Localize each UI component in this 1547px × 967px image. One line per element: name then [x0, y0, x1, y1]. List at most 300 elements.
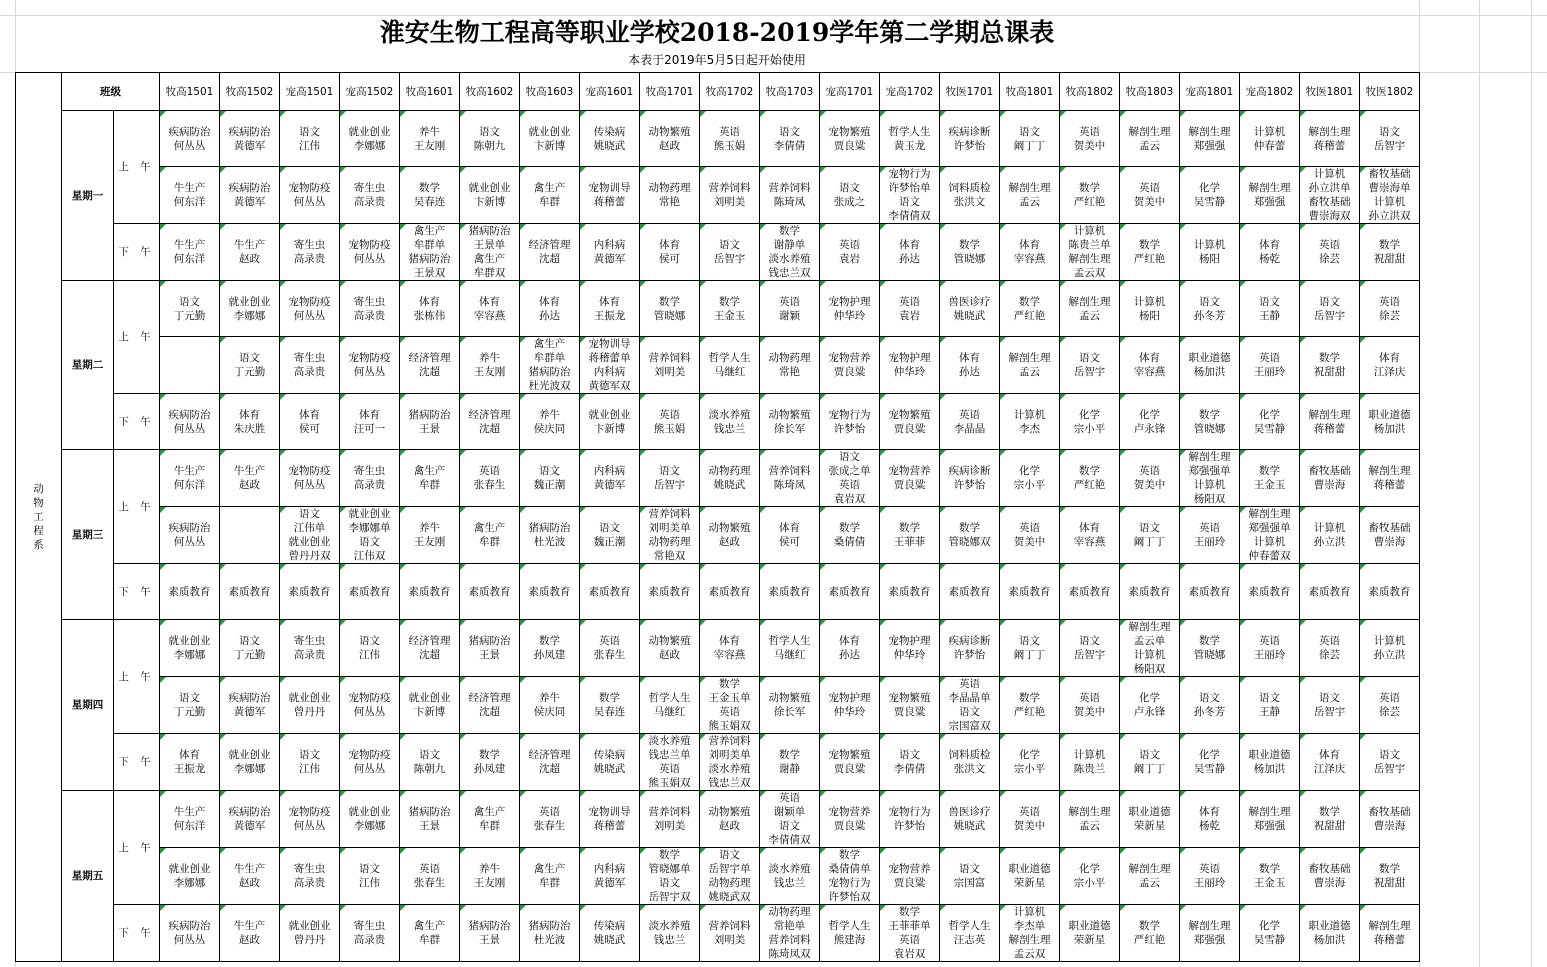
- schedule-cell: 寄生虫 高录贵: [280, 620, 340, 677]
- schedule-cell: 职业道德 荣新星: [1000, 848, 1060, 905]
- schedule-cell: 畜牧基础 曹崇海: [1300, 450, 1360, 507]
- schedule-cell: 素质教育: [880, 564, 940, 620]
- schedule-cell: 营养饲料 刘明美单 淡水养殖 钱忠兰双: [700, 734, 760, 791]
- schedule-cell: 宠物营养 贾良粱: [820, 791, 880, 848]
- schedule-cell: 寄生虫 高录贵: [340, 450, 400, 507]
- schedule-cell: 英语 贺美中: [1060, 111, 1120, 167]
- schedule-cell: 寄生虫 高录贵: [280, 848, 340, 905]
- class-header-cell: 牧高1802: [1060, 73, 1120, 111]
- schedule-cell: 疾病防治 何丛丛: [160, 507, 220, 564]
- schedule-cell: 哲学人生 黄玉龙: [880, 111, 940, 167]
- class-header-cell: 牧高1702: [700, 73, 760, 111]
- schedule-cell: 就业创业 卞新博: [520, 111, 580, 167]
- class-header-cell: 宠高1702: [880, 73, 940, 111]
- schedule-cell: 哲学人生 马继红: [760, 620, 820, 677]
- schedule-cell: 语文 岳智宇单 动物药理 姚晓武双: [700, 848, 760, 905]
- schedule-cell: 语文 岳智宇: [700, 224, 760, 281]
- schedule-cell: 牛生产 何东洋: [160, 167, 220, 224]
- schedule-cell: 哲学人生 马继红: [640, 677, 700, 734]
- schedule-cell: 猪病防治 杜光波: [520, 905, 580, 962]
- schedule-cell: 宠物防疫 何丛丛: [280, 791, 340, 848]
- schedule-cell: 疾病防治 何丛丛: [160, 394, 220, 450]
- schedule-cell: 英语 张春生: [580, 620, 640, 677]
- class-header-cell: 宠高1502: [340, 73, 400, 111]
- schedule-cell: 解剖生理 郑强强单 计算机 仲春蕾双: [1240, 507, 1300, 564]
- schedule-cell: 数学 桑倩倩: [820, 507, 880, 564]
- schedule-cell: 营养饲料 陈琦凤: [760, 167, 820, 224]
- schedule-cell: 养牛 侯庆同: [520, 677, 580, 734]
- schedule-cell: 素质教育: [1060, 564, 1120, 620]
- schedule-cell: 营养饲料 刘明美单 动物药理 常艳双: [640, 507, 700, 564]
- schedule-cell: 体育 汪可一: [340, 394, 400, 450]
- schedule-cell: 养牛 王友刚: [460, 337, 520, 394]
- schedule-cell: 英语 贺美中: [1000, 507, 1060, 564]
- timetable-row: [16, 450, 1420, 507]
- schedule-cell: 解剖生理 郑强强单 计算机 杨阳双: [1180, 450, 1240, 507]
- schedule-cell: 数学 王金玉: [700, 281, 760, 337]
- schedule-cell: 宠物繁殖 贾良粱: [820, 734, 880, 791]
- schedule-cell: 体育 宰容燕: [460, 281, 520, 337]
- schedule-cell: 哲学人生 汪志英: [940, 905, 1000, 962]
- class-header-cell: 牧医1801: [1300, 73, 1360, 111]
- schedule-cell: 数学 谢静: [760, 734, 820, 791]
- schedule-cell: 数学 祝甜甜: [1360, 224, 1420, 281]
- schedule-cell: 动物繁殖 赵政: [640, 111, 700, 167]
- schedule-cell: 宠物训导 蒋稽蕾: [580, 167, 640, 224]
- schedule-cell: 解剖生理 孟云: [1120, 848, 1180, 905]
- schedule-cell: 动物繁殖 徐长军: [760, 394, 820, 450]
- schedule-cell: 宠物训导 蒋稽蕾单 内科病 黄德军双: [580, 337, 640, 394]
- department-label: [16, 73, 62, 962]
- schedule-cell: 化学 吴雪静: [1180, 734, 1240, 791]
- schedule-cell: 牛生产 何东洋: [160, 450, 220, 507]
- schedule-cell: 猪病防治 王景: [400, 791, 460, 848]
- schedule-cell: 素质教育: [160, 564, 220, 620]
- schedule-cell: 素质教育: [1000, 564, 1060, 620]
- class-header-cell: 牧高1501: [160, 73, 220, 111]
- schedule-cell: 寄生虫 高录贵: [340, 281, 400, 337]
- schedule-cell: 数学 严红艳: [1000, 677, 1060, 734]
- schedule-cell: 动物繁殖 赵政: [700, 507, 760, 564]
- schedule-cell: 体育 孙达: [880, 224, 940, 281]
- schedule-cell: 内科病 黄德军: [580, 450, 640, 507]
- schedule-cell: 就业创业 李娜娜: [340, 791, 400, 848]
- schedule-cell: 语文 王静: [1240, 677, 1300, 734]
- schedule-cell: 素质教育: [400, 564, 460, 620]
- schedule-cell: 英语 王丽玲: [1180, 848, 1240, 905]
- schedule-cell: 语文 张成之单 英语 袁岩双: [820, 450, 880, 507]
- class-header-cell: 宠高1501: [280, 73, 340, 111]
- schedule-cell: 计算机 孙立洪单 畜牧基础 曹崇海双: [1300, 167, 1360, 224]
- schedule-cell: 计算机 陈贵兰: [1060, 734, 1120, 791]
- schedule-cell: 禽生产 牟群: [400, 450, 460, 507]
- schedule-cell: 淡水养殖 钱忠兰单 英语 熊玉娟双: [640, 734, 700, 791]
- timetable: [15, 72, 1420, 962]
- schedule-cell: 牛生产 赵政: [220, 905, 280, 962]
- schedule-cell: 语文 李倩倩: [880, 734, 940, 791]
- timetable-row: [16, 905, 1420, 962]
- schedule-cell: 畜牧基础 曹崇海单 计算机 孙立洪双: [1360, 167, 1420, 224]
- schedule-cell: 数学 管晓娜: [940, 224, 1000, 281]
- schedule-cell: 体育 宰容燕: [1060, 507, 1120, 564]
- schedule-cell: 疾病防治 何丛丛: [160, 111, 220, 167]
- schedule-cell: 数学 管晓娜: [1180, 620, 1240, 677]
- schedule-cell: 就业创业 卞新博: [580, 394, 640, 450]
- schedule-cell: 素质教育: [640, 564, 700, 620]
- schedule-cell: 化学 吴雪静: [1180, 167, 1240, 224]
- schedule-cell: 数学 祝甜甜: [1300, 791, 1360, 848]
- schedule-cell: 英语 贺美中: [1120, 167, 1180, 224]
- schedule-cell: 数学 王金玉单 英语 熊玉娟双: [700, 677, 760, 734]
- schedule-cell: 素质教育: [1300, 564, 1360, 620]
- day-label: 星期四: [62, 620, 114, 791]
- schedule-cell: 素质教育: [1360, 564, 1420, 620]
- class-header-cell: 牧高1703: [760, 73, 820, 111]
- schedule-cell: 宠物繁殖 贾良粱: [880, 394, 940, 450]
- schedule-cell: 素质教育: [1180, 564, 1240, 620]
- schedule-cell: 英语 张春生: [520, 791, 580, 848]
- timetable-row: [16, 564, 1420, 620]
- schedule-cell: 养牛 侯庆同: [520, 394, 580, 450]
- schedule-cell: 语文 江伟: [280, 111, 340, 167]
- department-char: 程: [33, 525, 44, 537]
- schedule-cell: 素质教育: [340, 564, 400, 620]
- schedule-cell: 英语 贺美中: [1000, 791, 1060, 848]
- schedule-cell: 就业创业 曾丹丹: [280, 905, 340, 962]
- schedule-cell: 猪病防治 王景: [400, 394, 460, 450]
- half-label-am: 上 午: [114, 450, 160, 564]
- schedule-cell: 解剖生理 郑强强: [1180, 111, 1240, 167]
- schedule-cell: 体育 江泽庆: [1300, 734, 1360, 791]
- timetable-row: [16, 337, 1420, 394]
- schedule-cell: 体育 宰容燕: [1000, 224, 1060, 281]
- schedule-cell: 宠物护理 仲华玲: [820, 281, 880, 337]
- schedule-cell: 计算机 李杰单 解剖生理 孟云双: [1000, 905, 1060, 962]
- class-header-cell: 宠高1801: [1180, 73, 1240, 111]
- schedule-cell: 经济管理 沈超: [460, 394, 520, 450]
- schedule-cell: 寄生虫 高录贵: [280, 224, 340, 281]
- schedule-cell: 素质教育: [1120, 564, 1180, 620]
- day-label: 星期二: [62, 281, 114, 450]
- schedule-cell: 素质教育: [580, 564, 640, 620]
- schedule-cell: 宠物行为 许梦怡: [820, 394, 880, 450]
- half-label-pm: 下 午: [114, 224, 160, 281]
- schedule-cell: 解剖生理 孟云: [1120, 111, 1180, 167]
- half-label-pm: 下 午: [114, 905, 160, 962]
- schedule-cell: 就业创业 李娜娜: [340, 111, 400, 167]
- schedule-cell: 体育 宰容燕: [700, 620, 760, 677]
- schedule-cell: 内科病 黄德军: [580, 224, 640, 281]
- half-label-am: 上 午: [114, 111, 160, 224]
- schedule-cell: 牛生产 赵政: [220, 450, 280, 507]
- schedule-cell: 宠物防疫 何丛丛: [340, 337, 400, 394]
- schedule-cell: 宠物行为 许梦怡: [880, 791, 940, 848]
- schedule-cell: 语文 丁元勤: [220, 337, 280, 394]
- schedule-cell: 牛生产 何东洋: [160, 224, 220, 281]
- schedule-cell: 计算机 杨阳: [1180, 224, 1240, 281]
- schedule-cell: 计算机 孙立洪: [1360, 620, 1420, 677]
- schedule-cell: 疾病诊断 许梦怡: [940, 450, 1000, 507]
- schedule-cell: 语文 王静: [1240, 281, 1300, 337]
- timetable-row: [16, 791, 1420, 848]
- schedule-cell: 语文 陈朝九: [400, 734, 460, 791]
- schedule-cell: 英语 贺美中: [1120, 450, 1180, 507]
- schedule-cell: 经济管理 沈超: [520, 224, 580, 281]
- department-char: 物: [33, 497, 44, 509]
- half-label-am: 上 午: [114, 620, 160, 734]
- schedule-cell: 素质教育: [220, 564, 280, 620]
- timetable-row: [16, 394, 1420, 450]
- schedule-cell: 素质教育: [1240, 564, 1300, 620]
- schedule-cell: 语文 丁元勤: [220, 620, 280, 677]
- schedule-cell: 解剖生理 蒋稽蕾: [1300, 394, 1360, 450]
- schedule-cell: 素质教育: [520, 564, 580, 620]
- schedule-cell: 疾病防治 何丛丛: [160, 905, 220, 962]
- schedule-cell: 素质教育: [700, 564, 760, 620]
- schedule-cell: 哲学人生 马继红: [700, 337, 760, 394]
- schedule-cell: 语文 阚丁丁: [1000, 111, 1060, 167]
- schedule-cell: 英语 徐芸: [1300, 620, 1360, 677]
- schedule-cell: 职业道德 荣新星: [1120, 791, 1180, 848]
- schedule-cell: 牛生产 何东洋: [160, 791, 220, 848]
- schedule-cell: 语文 阚丁丁: [1120, 734, 1180, 791]
- schedule-cell: 英语 李晶晶单 语文 宗国富双: [940, 677, 1000, 734]
- class-header-cell: 牧高1803: [1120, 73, 1180, 111]
- schedule-cell: 语文 岳智宇: [1300, 677, 1360, 734]
- schedule-cell: 数学 严红艳: [1000, 281, 1060, 337]
- schedule-cell: 英语 袁岩: [820, 224, 880, 281]
- schedule-cell: 数学 祝甜甜: [1360, 848, 1420, 905]
- class-header-cell: 牧高1701: [640, 73, 700, 111]
- schedule-cell: 体育 宰容燕: [1120, 337, 1180, 394]
- schedule-cell: 禽生产 牟群: [400, 905, 460, 962]
- class-header-cell: 牧高1603: [520, 73, 580, 111]
- schedule-cell: 禽生产 牟群: [520, 848, 580, 905]
- schedule-cell: 语文 岳智宇: [1060, 337, 1120, 394]
- schedule-cell: 素质教育: [940, 564, 1000, 620]
- schedule-cell: 英语 张春生: [460, 450, 520, 507]
- schedule-cell: 计算机 仲春蕾: [1240, 111, 1300, 167]
- half-label-pm: 下 午: [114, 734, 160, 791]
- schedule-cell: 牛生产 赵政: [220, 224, 280, 281]
- schedule-cell: 语文 张成之: [820, 167, 880, 224]
- schedule-cell: 兽医诊疗 姚晓武: [940, 281, 1000, 337]
- schedule-cell: 素质教育: [280, 564, 340, 620]
- schedule-cell: 语文 江伟单 就业创业 曾丹丹双: [280, 507, 340, 564]
- schedule-cell: 数学 严红艳: [1120, 224, 1180, 281]
- schedule-cell: 寄生虫 高录贵: [280, 337, 340, 394]
- schedule-cell: 语文 丁元勤: [160, 281, 220, 337]
- schedule-cell: [220, 507, 280, 564]
- schedule-cell: 传染病 姚晓武: [580, 734, 640, 791]
- department-char: 动: [33, 483, 44, 495]
- schedule-cell: 疾病防治 黄德军: [220, 791, 280, 848]
- timetable-row: [16, 848, 1420, 905]
- schedule-cell: 营养饲料 刘明美: [640, 791, 700, 848]
- schedule-cell: 禽生产 牟群单 猪病防治 王景双: [400, 224, 460, 281]
- schedule-cell: 化学 卢永锋: [1120, 394, 1180, 450]
- schedule-cell: 养牛 王友刚: [460, 848, 520, 905]
- schedule-cell: 语文 李倩倩: [760, 111, 820, 167]
- schedule-cell: 语文 岳智宇: [1300, 281, 1360, 337]
- schedule-cell: 宠物防疫 何丛丛: [280, 281, 340, 337]
- schedule-cell: 职业道德 荣新星: [1060, 905, 1120, 962]
- schedule-cell: 数学 管晓娜单 语文 岳智宇双: [640, 848, 700, 905]
- schedule-cell: 数学 王金玉: [1240, 450, 1300, 507]
- schedule-cell: 数学 严红艳: [1120, 905, 1180, 962]
- schedule-cell: 素质教育: [760, 564, 820, 620]
- schedule-cell: 数学 王菲菲: [880, 507, 940, 564]
- timetable-row: [16, 224, 1420, 281]
- timetable-row: [16, 734, 1420, 791]
- timetable-row: [16, 507, 1420, 564]
- schedule-cell: 英语 谢颖: [760, 281, 820, 337]
- schedule-cell: 英语 谢颖单 语文 李倩倩双: [760, 791, 820, 848]
- schedule-cell: 动物繁殖 赵政: [640, 620, 700, 677]
- schedule-cell: 英语 徐芸: [1360, 281, 1420, 337]
- schedule-cell: 饲料质检 张洪文: [940, 734, 1000, 791]
- schedule-cell: 动物繁殖 徐长军: [760, 677, 820, 734]
- schedule-cell: 数学 严红艳: [1060, 167, 1120, 224]
- schedule-cell: 语文 江伟: [340, 848, 400, 905]
- schedule-cell: 宠物繁殖 贾良粱: [880, 677, 940, 734]
- schedule-cell: 猪病防治 王景单 禽生产 牟群双: [460, 224, 520, 281]
- schedule-cell: 禽生产 牟群: [460, 791, 520, 848]
- schedule-cell: 语文 魏正潮: [580, 507, 640, 564]
- schedule-cell: 宠物训导 蒋稽蕾: [580, 791, 640, 848]
- schedule-cell: 解剖生理 孟云: [1000, 167, 1060, 224]
- schedule-cell: 体育 张栋伟: [400, 281, 460, 337]
- schedule-cell: 英语 王丽玲: [1240, 337, 1300, 394]
- schedule-cell: 宠物防疫 何丛丛: [280, 167, 340, 224]
- schedule-cell: 数学 桑倩倩单 宠物行为 许梦怡双: [820, 848, 880, 905]
- schedule-cell: 宠物防疫 何丛丛: [340, 224, 400, 281]
- schedule-cell: 宠物行为 许梦怡单 语文 李倩倩双: [880, 167, 940, 224]
- schedule-cell: 素质教育: [820, 564, 880, 620]
- timetable-row: [16, 111, 1420, 167]
- timetable-row: [16, 677, 1420, 734]
- schedule-cell: 畜牧基础 曹崇海: [1360, 507, 1420, 564]
- schedule-cell: 宠物防疫 何丛丛: [280, 450, 340, 507]
- schedule-cell: 内科病 黄德军: [580, 848, 640, 905]
- schedule-cell: 体育 孙达: [520, 281, 580, 337]
- schedule-cell: 体育 孙达: [940, 337, 1000, 394]
- schedule-cell: 解剖生理 孟云: [1060, 281, 1120, 337]
- schedule-cell: 体育 侯可: [640, 224, 700, 281]
- schedule-cell: 就业创业 卞新博: [460, 167, 520, 224]
- timetable-row: [16, 167, 1420, 224]
- schedule-cell: 英语 张春生: [400, 848, 460, 905]
- schedule-cell: 宠物繁殖 贾良粱: [820, 111, 880, 167]
- schedule-cell: 体育 杨乾: [1180, 791, 1240, 848]
- schedule-cell: 营养饲料 刘明美: [700, 167, 760, 224]
- schedule-cell: 语文 阚丁丁: [1120, 507, 1180, 564]
- schedule-cell: 传染病 姚晓武: [580, 111, 640, 167]
- schedule-cell: 疾病防治 黄德军: [220, 677, 280, 734]
- schedule-cell: 数学 王菲菲单 英语 袁岩双: [880, 905, 940, 962]
- department-char: 工: [33, 511, 44, 523]
- day-label: 星期一: [62, 111, 114, 281]
- schedule-cell: 动物药理 姚晓武: [700, 450, 760, 507]
- schedule-cell: 数学 王金玉: [1240, 848, 1300, 905]
- schedule-cell: 解剖生理 郑强强: [1180, 905, 1240, 962]
- class-header-cell: 牧高1601: [400, 73, 460, 111]
- schedule-cell: 语文 岳智宇: [1060, 620, 1120, 677]
- schedule-cell: 解剖生理 蒋稽蕾: [1360, 450, 1420, 507]
- schedule-cell: 数学 谢静单 淡水养殖 钱忠兰双: [760, 224, 820, 281]
- schedule-cell: 猪病防治 杜光波: [520, 507, 580, 564]
- schedule-cell: 体育 杨乾: [1240, 224, 1300, 281]
- schedule-cell: 英语 贺美中: [1060, 677, 1120, 734]
- schedule-cell: 英语 熊玉娟: [700, 111, 760, 167]
- schedule-cell: 语文 孙冬芳: [1180, 281, 1240, 337]
- class-header-cell: 宠高1802: [1240, 73, 1300, 111]
- schedule-cell: 禽生产 牟群单 猪病防治 杜光波双: [520, 337, 580, 394]
- schedule-cell: 经济管理 沈超: [520, 734, 580, 791]
- schedule-cell: 宠物护理 仲华玲: [880, 620, 940, 677]
- class-header-cell: 牧高1502: [220, 73, 280, 111]
- schedule-cell: 猪病防治 王景: [460, 905, 520, 962]
- schedule-cell: 宠物护理 仲华玲: [820, 677, 880, 734]
- schedule-cell: 畜牧基础 曹崇海: [1360, 791, 1420, 848]
- schedule-cell: 数学 严红艳: [1060, 450, 1120, 507]
- schedule-cell: 化学 宗小平: [1000, 450, 1060, 507]
- schedule-cell: 数学 管晓娜: [640, 281, 700, 337]
- schedule-cell: 营养饲料 刘明美: [700, 905, 760, 962]
- schedule-cell: 就业创业 卞新博: [400, 677, 460, 734]
- schedule-cell: 就业创业 李娜娜单 语文 江伟双: [340, 507, 400, 564]
- schedule-cell: 宠物营养 贾良粱: [820, 337, 880, 394]
- schedule-cell: 解剖生理 孟云: [1000, 337, 1060, 394]
- schedule-cell: 疾病防治 黄德军: [220, 167, 280, 224]
- schedule-cell: 语文 宗国富: [940, 848, 1000, 905]
- schedule-cell: 数学 吴春连: [580, 677, 640, 734]
- class-header-cell: 牧医1802: [1360, 73, 1420, 111]
- schedule-cell: 饲料质检 张洪文: [940, 167, 1000, 224]
- schedule-cell: 英语 徐芸: [1360, 677, 1420, 734]
- schedule-cell: 化学 宗小平: [1000, 734, 1060, 791]
- schedule-cell: 动物药理 常艳单 营养饲料 陈琦凤双: [760, 905, 820, 962]
- class-header-cell: 宠高1701: [820, 73, 880, 111]
- schedule-cell: 解剖生理 郑强强: [1240, 791, 1300, 848]
- schedule-cell: 宠物营养 贾良粱: [880, 848, 940, 905]
- schedule-cell: 数学 管晓娜: [1180, 394, 1240, 450]
- schedule-cell: 解剖生理 孟云单 计算机 杨阳双: [1120, 620, 1180, 677]
- schedule-cell: 养牛 王友刚: [400, 111, 460, 167]
- half-label-am: 上 午: [114, 791, 160, 905]
- schedule-cell: 化学 宗小平: [1060, 848, 1120, 905]
- class-header-cell: 宠高1601: [580, 73, 640, 111]
- schedule-cell: 营养饲料 陈琦凤: [760, 450, 820, 507]
- schedule-cell: 语文 江伟: [340, 620, 400, 677]
- schedule-cell: 语文 岳智宇: [640, 450, 700, 507]
- schedule-cell: 就业创业 李娜娜: [160, 848, 220, 905]
- schedule-cell: 职业道德 杨加洪: [1300, 905, 1360, 962]
- schedule-cell: 淡水养殖 钱忠兰: [760, 848, 820, 905]
- schedule-cell: 英语 熊玉娟: [640, 394, 700, 450]
- schedule-cell: 语文 孙冬芳: [1180, 677, 1240, 734]
- schedule-cell: 宠物防疫 何丛丛: [340, 734, 400, 791]
- schedule-cell: 英语 徐芸: [1300, 224, 1360, 281]
- schedule-cell: 养牛 王友刚: [400, 507, 460, 564]
- schedule-cell: 疾病诊断 许梦怡: [940, 111, 1000, 167]
- schedule-cell: 解剖生理 蒋稽蕾: [1300, 111, 1360, 167]
- schedule-cell: 数学 祝甜甜: [1300, 337, 1360, 394]
- schedule-cell: 淡水养殖 钱忠兰: [640, 905, 700, 962]
- schedule-cell: 体育 侯可: [280, 394, 340, 450]
- schedule-cell: 疾病防治 黄德军: [220, 111, 280, 167]
- schedule-cell: 数学 孙凤建: [520, 620, 580, 677]
